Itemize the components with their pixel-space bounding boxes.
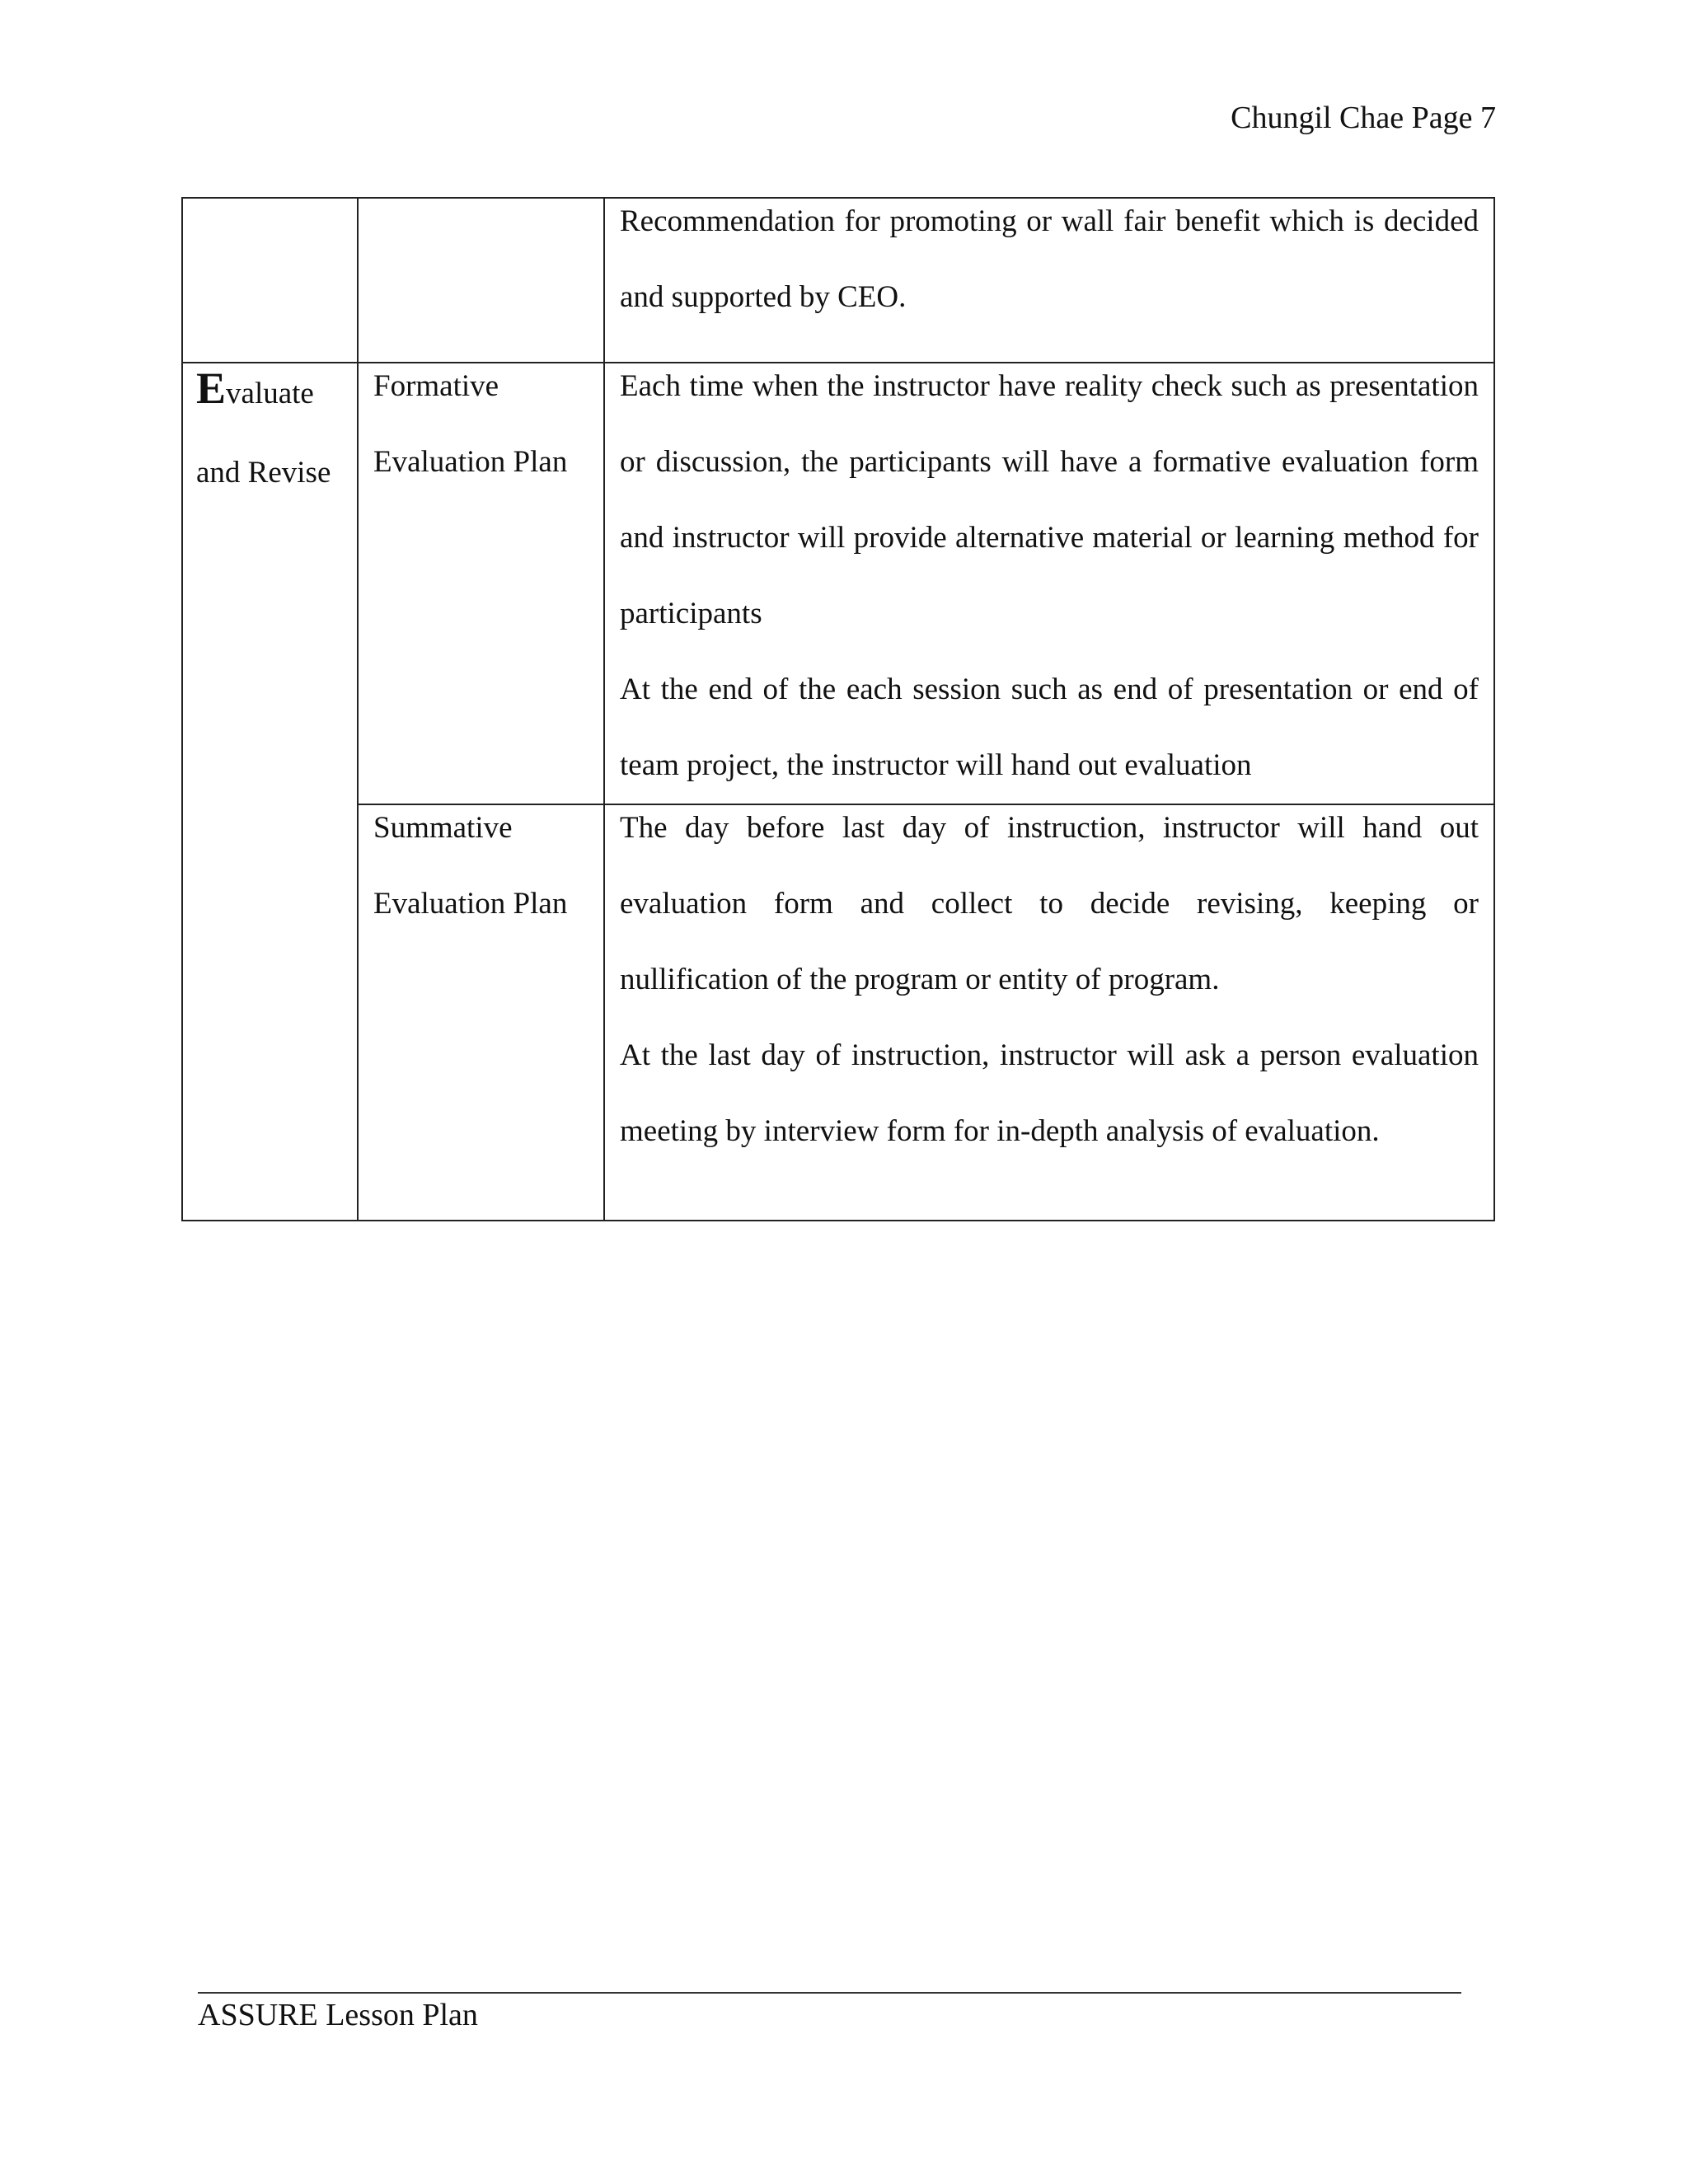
- description-paragraph: At the last day of instruction, instructor will ask a person evaluation meeting by interview form for in-depth analysis of evaluation.: [620, 1038, 1479, 1148]
- description-paragraph: The day before last day of instruction, instructor will hand out evaluation form and collect to decide revising, keeping or nullification of the program or entity of program.: [620, 811, 1479, 996]
- plan-cell: [358, 198, 604, 363]
- phase-initial: E: [196, 363, 227, 413]
- description-paragraph: Recommendation for promoting or wall fair benefit which is decided and supported by CEO.: [620, 204, 1479, 314]
- plan-cell: [358, 363, 604, 804]
- plan-label-line1: Summative: [373, 811, 513, 845]
- table-row: [182, 804, 1494, 1221]
- plan-label-line2: Evaluation Plan: [373, 445, 568, 479]
- description-cell: [604, 198, 1494, 363]
- table-row: [182, 363, 1494, 804]
- phase-label-line1: valuate: [226, 377, 314, 410]
- phase-label-line2: and Revise: [196, 456, 331, 490]
- table-row: [182, 198, 1494, 363]
- page-header: Chungil Chae Page 7: [1231, 101, 1496, 135]
- description-paragraph: At the end of the each session such as end of presentation or end of team project, the instructor will hand out evaluation: [620, 673, 1479, 782]
- phase-cell: [182, 198, 358, 363]
- lesson-plan-table: [181, 197, 1495, 1221]
- description-cell: [604, 363, 1494, 804]
- description-cell: [604, 804, 1494, 1221]
- plan-label-line1: Formative: [373, 369, 499, 403]
- plan-label-line2: Evaluation Plan: [373, 887, 568, 921]
- description-paragraph: Each time when the instructor have reality check such as presentation or discussion, the participants will have a formative evaluation form and instructor will provide alternative material or learning method for participants: [620, 369, 1479, 630]
- page-footer: ASSURE Lesson Plan: [198, 1998, 478, 2032]
- plan-cell: [358, 804, 604, 1221]
- phase-cell: [182, 363, 358, 1221]
